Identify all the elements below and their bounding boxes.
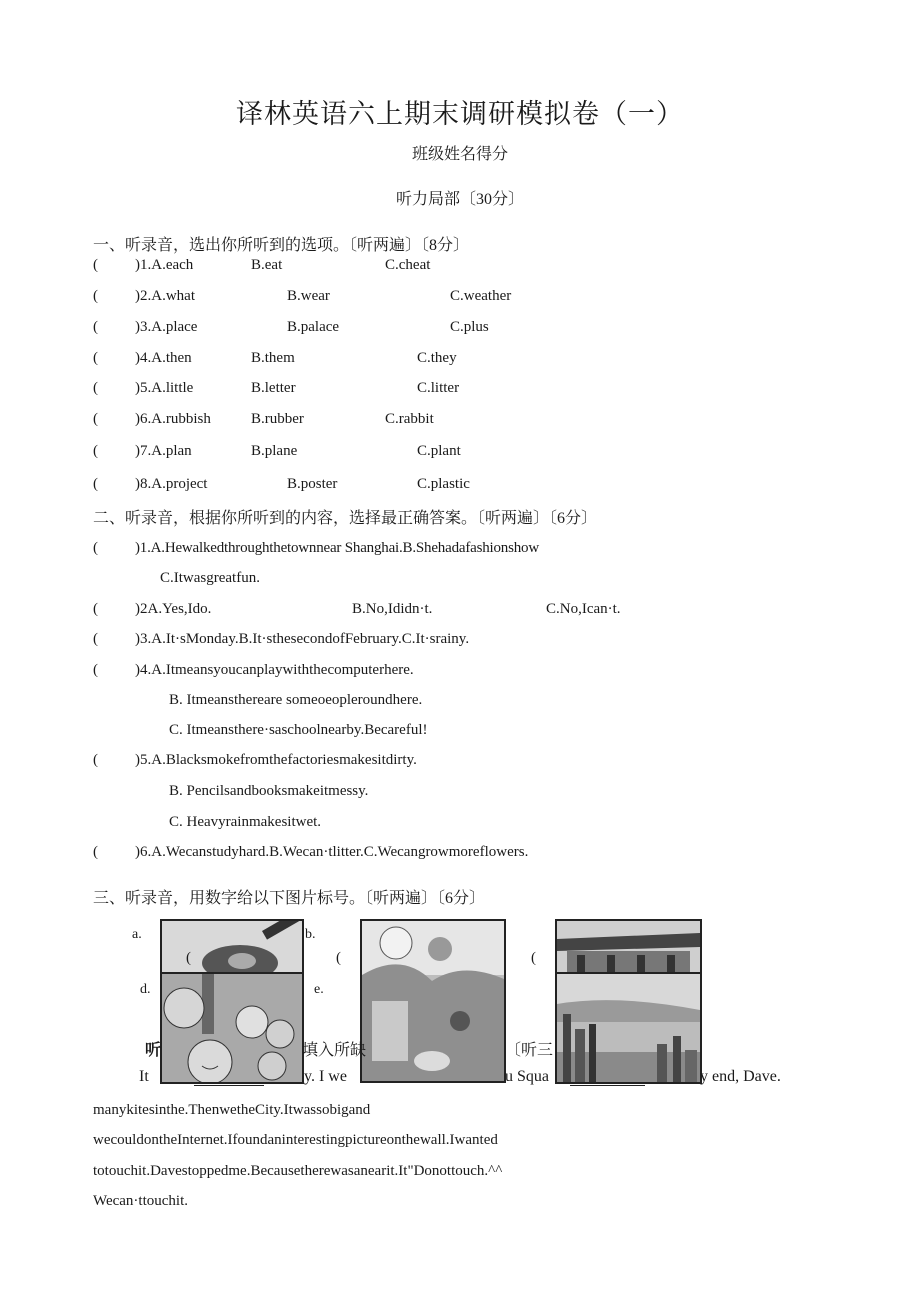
picture-guitar	[160, 919, 304, 975]
answer-paren: (	[93, 380, 98, 396]
question-4-c: C.they	[417, 350, 457, 366]
s2-question-5-b: B. Pencilsandbooksmakeitmessy.	[169, 783, 369, 799]
answer-paren: (	[93, 350, 98, 366]
listening-header: 听力局部〔30分〕	[395, 191, 524, 208]
answer-blank[interactable]	[194, 1085, 264, 1086]
s2-question-3: )3.A.It·sMonday.B.It·sthesecondofFebruary.C.It·srainy.	[135, 631, 470, 647]
section4-heading-mid: 填入所缺	[302, 1042, 367, 1059]
section3-heading: 三、听录音，用数字给以下图片标号。〔听两遍〕〔6分〕	[93, 890, 486, 907]
question-3-a: )3.A.place	[135, 319, 198, 335]
passage-line2: manykitesinthe.ThenwetheCity.Itwassobigand	[93, 1102, 371, 1118]
answer-paren: (	[93, 319, 98, 335]
question-7-b: B.plane	[251, 443, 298, 459]
answer-paren: (	[93, 288, 98, 304]
answer-paren: (	[336, 950, 341, 966]
question-4-b: B.them	[251, 350, 295, 366]
palace-illustration	[557, 921, 700, 973]
answer-paren: (	[186, 950, 191, 966]
answer-blank[interactable]	[570, 1085, 645, 1086]
faces-illustration	[162, 974, 302, 1082]
question-6-b: B.rubber	[251, 411, 304, 427]
section4-heading-end: 〔听三	[505, 1042, 554, 1059]
section4-heading-start: 听	[145, 1042, 162, 1059]
robot-illustration	[362, 921, 504, 1081]
question-2-c: C.weather	[450, 288, 512, 304]
picture-robot	[360, 919, 506, 1083]
picture-city	[555, 972, 702, 1084]
answer-paren: (	[93, 411, 98, 427]
passage-line1-mid2: u Squa	[505, 1068, 549, 1085]
page-subtitle: 班级姓名得分	[411, 146, 508, 163]
passage-line1-mid: y. I we	[304, 1068, 347, 1085]
passage-line1-end: y end, Dave.	[700, 1068, 781, 1085]
city-illustration	[557, 974, 700, 1082]
question-1-a: )1.A.each	[135, 257, 194, 273]
guitar-illustration	[162, 921, 302, 973]
picture-label-b: b.	[305, 927, 316, 942]
s2-question-2-b: B.No,Ididn·t.	[352, 601, 433, 617]
picture-palace	[555, 919, 702, 975]
question-6-c: C.rabbit	[385, 411, 434, 427]
answer-paren: (	[93, 601, 98, 617]
passage-line3: wecouldontheInternet.Ifoundaninterestingpictureonthewall.Iwanted	[93, 1132, 498, 1148]
answer-paren: (	[93, 662, 98, 678]
question-3-b: B.palace	[287, 319, 340, 335]
question-1-b: B.eat	[251, 257, 283, 273]
s2-question-5-c: C. Heavyrainmakesitwet.	[169, 814, 322, 830]
s2-question-2-c: C.No,Ican·t.	[546, 601, 621, 617]
passage-line1-start: It	[139, 1068, 149, 1085]
answer-paren: (	[93, 631, 98, 647]
question-7-c: C.plant	[417, 443, 461, 459]
question-4-a: )4.A.then	[135, 350, 192, 366]
answer-paren: (	[93, 752, 98, 768]
answer-paren: (	[93, 476, 98, 492]
section1-heading: 一、听录音，选出你所听到的选项。〔听两遍〕〔8分〕	[93, 237, 470, 254]
s2-question-4: )4.A.Itmeansyoucanplaywiththecomputerhere.	[135, 662, 414, 678]
section2-heading: 二、听录音，根据你所听到的内容，选择最正确答案。〔听两遍〕〔6分〕	[93, 510, 598, 527]
passage-line4: totouchit.Davestoppedme.Becausetherewasanearit.It"Donottouch.^^	[93, 1163, 503, 1179]
question-2-b: B.wear	[287, 288, 330, 304]
question-3-c: C.plus	[450, 319, 489, 335]
picture-faces	[160, 972, 304, 1084]
answer-paren: (	[93, 540, 98, 556]
s2-question-6: )6.A.Wecanstudyhard.B.Wecan·tlitter.C.Wecangrowmoreflowers.	[135, 844, 529, 860]
answer-paren: (	[531, 950, 536, 966]
s2-question-1-c: C.Itwasgreatfun.	[160, 570, 260, 586]
picture-label-d: d.	[140, 982, 151, 997]
question-5-b: B.letter	[251, 380, 296, 396]
question-8-c: C.plastic	[417, 476, 470, 492]
s2-question-4-b: B. Itmeansthereare someoeopleroundhere.	[169, 692, 423, 708]
s2-question-2-a: )2A.Yes,Ido.	[135, 601, 212, 617]
s2-question-4-c: C. Itmeansthere·saschoolnearby.Becareful!	[169, 722, 428, 738]
page-title: 译林英语六上期末调研模拟卷（一）	[236, 99, 684, 129]
answer-paren: (	[93, 844, 98, 860]
answer-paren: (	[93, 443, 98, 459]
question-6-a: )6.A.rubbish	[135, 411, 211, 427]
picture-label-a: a.	[132, 927, 142, 942]
picture-label-e: e.	[314, 982, 324, 997]
question-5-a: )5.A.little	[135, 380, 194, 396]
s2-question-5: )5.A.Blacksmokefromthefactoriesmakesitdirty.	[135, 752, 417, 768]
question-7-a: )7.A.plan	[135, 443, 192, 459]
s2-question-1: )1.A.Hewalkedthroughthetownnear Shanghai.B.Shehadafashionshow	[135, 540, 539, 556]
question-5-c: C.litter	[417, 380, 460, 396]
question-1-c: C.cheat	[385, 257, 431, 273]
passage-line5: Wecan·ttouchit.	[93, 1193, 189, 1209]
question-8-a: )8.A.project	[135, 476, 208, 492]
answer-paren: (	[93, 257, 98, 273]
question-2-a: )2.A.what	[135, 288, 195, 304]
question-8-b: B.poster	[287, 476, 338, 492]
